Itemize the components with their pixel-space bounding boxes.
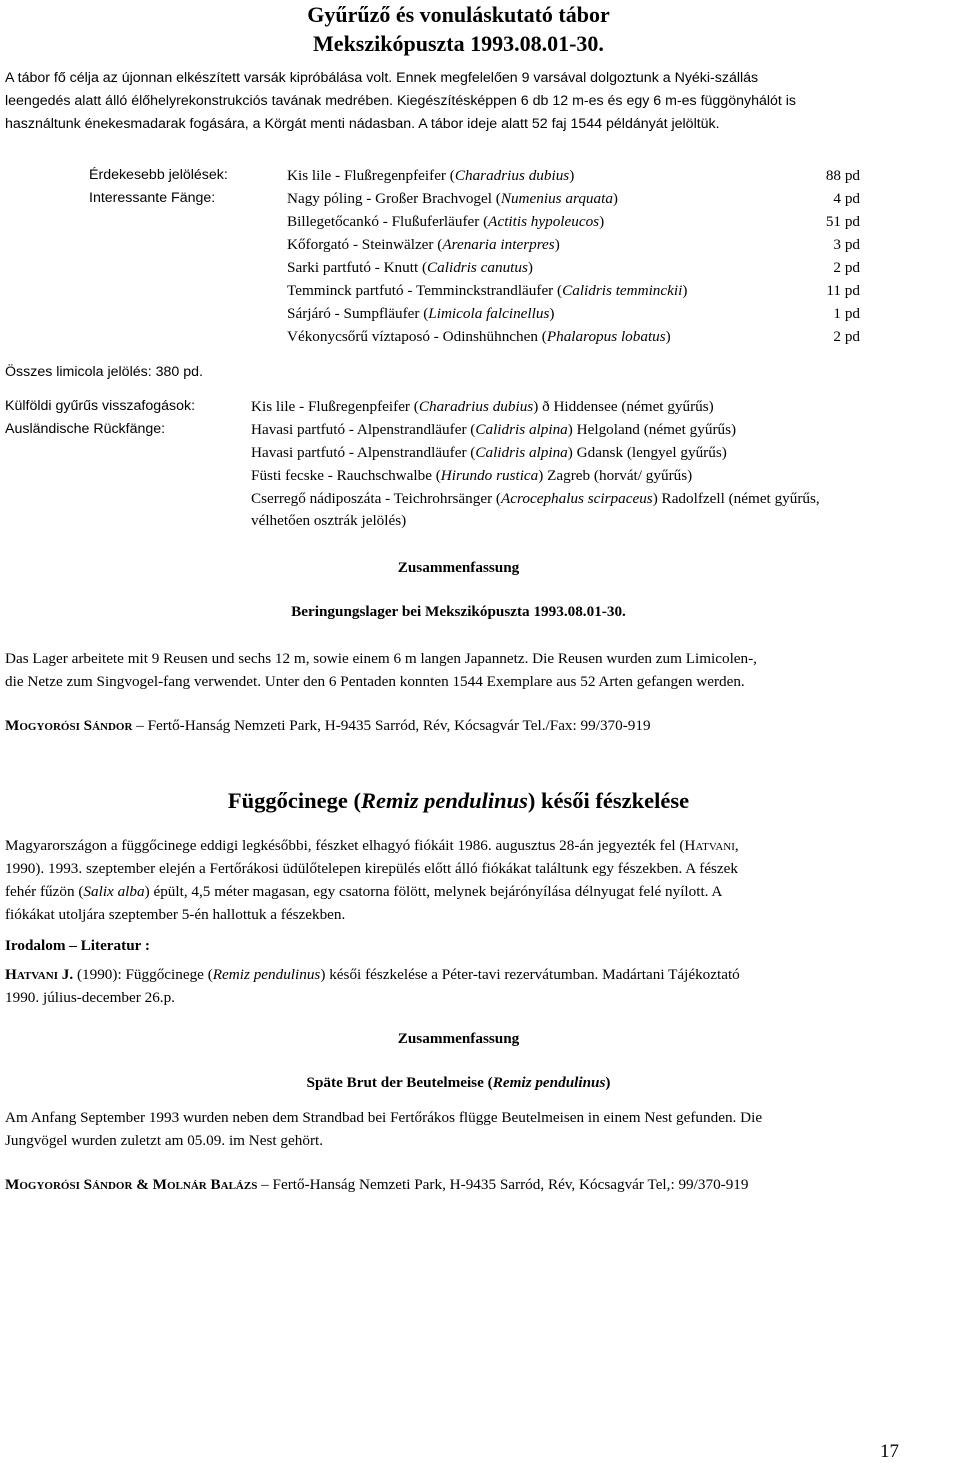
- article2-title-pre: Függőcinege (: [227, 788, 361, 813]
- notable-count: 88 pd: [825, 167, 860, 184]
- summary2-affiliation: – Fertő-Hanság Nemzeti Park, H-9435 Sarród, Rév, Kócsagvár Tel,: 99/370-919: [257, 1176, 749, 1193]
- notable-species: [287, 187, 618, 210]
- species-name: Sárjáró - Sumpfläufer (: [287, 305, 429, 322]
- species-latin: Arenaria interpres: [442, 236, 555, 253]
- recapture-species: Havasi partfutó - Alpenstrandläufer (: [251, 421, 476, 438]
- literature-heading: Irodalom – Literatur :: [5, 937, 150, 954]
- summary1-affiliation: – Fertő-Hanság Nemzeti Park, H-9435 Sarród, Rév, Kócsagvár Tel./Fax: 99/370-919: [132, 717, 651, 734]
- article2-line-3: [5, 880, 722, 903]
- foreign-label-de: Ausländische Rückfänge:: [5, 421, 166, 437]
- notable-label-de: Interessante Fänge:: [89, 190, 216, 206]
- article2-line-1b: ,: [734, 837, 739, 854]
- summary2-subheading: [0, 1071, 917, 1094]
- recapture-origin: ) Radolfzell (német gyűrűs,: [652, 490, 820, 507]
- notable-label-hu: Érdekesebb jelölések:: [89, 167, 228, 183]
- article2-title-post: ) késői fészkelése: [527, 788, 690, 813]
- species-latin: Calidris temminckii: [562, 282, 683, 299]
- foreign-recapture: [251, 464, 692, 487]
- page-number: 17: [880, 1441, 899, 1462]
- article2-line-1a: Magyarországon a függőcinege eddigi legkésőbbi, fészket elhagyó fiókáit 1986. augusztus 28-án jegyezték fel (: [5, 837, 685, 854]
- summary1-heading: Zusammenfassung: [397, 559, 520, 576]
- summary2-subheading-post: ): [605, 1074, 611, 1091]
- recapture-latin: Calidris alpina: [475, 421, 568, 438]
- notable-count: 3 pd: [833, 236, 860, 253]
- species-name: Billegetőcankó - Flußuferläufer (: [287, 213, 489, 230]
- summary2-authors: Mogyorósi Sándor & Molnár Balázs: [5, 1176, 258, 1193]
- intro-line-1: A tábor fő célja az újonnan elkészített varsák kipróbálása volt. Ennek megfelelően 9 varsával dolgoztunk a Nyéki-szállás: [5, 70, 759, 86]
- reference-b: ) késői fészkelése a Péter-tavi rezervátumban. Madártani Tájékoztató: [320, 966, 740, 983]
- article2-line-1: [5, 834, 739, 857]
- intro-line-2: leengedés alatt álló élőhelyrekonstrukciós tavának medrében. Kiegészítésképpen 6 db 12 m-es és egy 6 m-es függönyhálót is: [5, 93, 797, 109]
- notable-species: [287, 233, 560, 256]
- article2-line-3b: ) épült, 4,5 méter magasan, egy csatorna fölött, melynek bejárónyílása délnyugat felé nyílott. A: [144, 883, 723, 900]
- foreign-continuation: vélhetően osztrák jelölés): [251, 512, 407, 529]
- species-close: ): [569, 167, 575, 184]
- page-title: Gyűrűző és vonuláskutató tábor: [307, 2, 610, 27]
- species-close: ): [599, 213, 605, 230]
- notable-species: [287, 256, 533, 279]
- article2-line-2: 1990). 1993. szeptember elején a Fertőrákosi üdülőtelepen kirepülés előtt álló fiókákat találtunk egy fészekben. A fészek: [5, 860, 738, 877]
- notable-count: 1 pd: [833, 305, 860, 322]
- species-latin: Calidris canutus: [427, 259, 528, 276]
- reference-author: Hatvani J.: [5, 966, 74, 983]
- notable-species: [287, 325, 671, 348]
- recapture-species: Havasi partfutó - Alpenstrandläufer (: [251, 444, 476, 461]
- summary1-author: Mogyorósi Sándor: [5, 717, 133, 734]
- summary1-line-2: die Netze zum Singvogel-fang verwendet. Unter den 6 Pentaden konnten 1544 Exemplare aus 52 Arten gefangen werden.: [5, 673, 745, 690]
- recapture-species: Füsti fecske - Rauchschwalbe (: [251, 467, 441, 484]
- species-name: Nagy póling - Großer Brachvogel (: [287, 190, 501, 207]
- recapture-species: Cserregő nádiposzáta - Teichrohrsänger (: [251, 490, 501, 507]
- summary2-line-1: Am Anfang September 1993 wurden neben dem Strandbad bei Fertőrákos flügge Beutelmeisen in einem Nest gefunden. Die: [5, 1109, 763, 1126]
- species-close: ): [665, 328, 671, 345]
- foreign-recapture: [251, 487, 820, 510]
- article2-line-3a: fehér fűzön (: [5, 883, 84, 900]
- reference-latin: Remiz pendulinus: [212, 966, 321, 983]
- species-name: Kis lile - Flußregenpfeifer (: [287, 167, 455, 184]
- species-name: Vékonycsőrű víztaposó - Odinshühnchen (: [287, 328, 547, 345]
- foreign-recapture: [251, 441, 727, 464]
- recapture-latin: Calidris alpina: [475, 444, 568, 461]
- species-latin: Charadrius dubius: [454, 167, 570, 184]
- species-name: Kőforgató - Steinwälzer (: [287, 236, 443, 253]
- species-latin: Actitis hypoleucos: [488, 213, 600, 230]
- notable-count: 2 pd: [833, 259, 860, 276]
- article2-title: [0, 786, 917, 816]
- notable-count: 11 pd: [826, 282, 860, 299]
- recapture-origin: ) Gdansk (lengyel gyűrűs): [567, 444, 727, 461]
- recapture-origin: ) Zagreb (horvát/ gyűrűs): [538, 467, 693, 484]
- summary1-byline: [5, 714, 651, 737]
- reference-a: (1990): Függőcinege (: [73, 966, 213, 983]
- species-close: ): [549, 305, 555, 322]
- summary2-subheading-pre: Späte Brut der Beutelmeise (: [306, 1074, 493, 1091]
- intro-line-3: használtunk énekesmadarak fogására, a Körgát menti nádasban. A tábor ideje alatt 52 faj 1544 példányát jelöltük.: [5, 116, 720, 132]
- recapture-origin: ) Helgoland (német gyűrűs): [567, 421, 737, 438]
- recapture-latin: Charadrius dubius: [418, 398, 534, 415]
- notable-species: [287, 279, 687, 302]
- reference-line-2: 1990. július-december 26.p.: [5, 989, 175, 1006]
- summary2-subheading-latin: Remiz pendulinus: [492, 1074, 606, 1091]
- notable-count: 4 pd: [833, 190, 860, 207]
- foreign-recapture: [251, 395, 714, 418]
- article2-line-3-latin: Salix alba: [83, 883, 145, 900]
- recapture-latin: Hirundo rustica: [440, 467, 539, 484]
- species-close: ): [527, 259, 533, 276]
- species-latin: Phalaropus lobatus: [546, 328, 666, 345]
- foreign-recapture: [251, 418, 736, 441]
- species-close: ): [682, 282, 688, 299]
- species-close: ): [612, 190, 618, 207]
- species-latin: Numenius arquata: [500, 190, 613, 207]
- article2-line-4: fiókákat utoljára szeptember 5-én hallottuk a fészekben.: [5, 906, 346, 923]
- summary1-line-1: Das Lager arbeitete mit 9 Reusen und sechs 12 m, sowie einem 6 m langen Japannetz. Die Reusen wurden zum Limicolen-,: [5, 650, 757, 667]
- summary2-byline: [5, 1173, 749, 1196]
- article2-title-latin: Remiz pendulinus: [360, 788, 528, 813]
- notable-species: [287, 164, 574, 187]
- notable-count: 51 pd: [825, 213, 860, 230]
- total-limicola: Összes limicola jelölés: 380 pd.: [5, 364, 203, 380]
- article2-citation: Hatvani: [684, 837, 735, 854]
- recapture-species: Kis lile - Flußregenpfeifer (: [251, 398, 419, 415]
- notable-count: 2 pd: [833, 328, 860, 345]
- recapture-latin: Acrocephalus scirpaceus: [501, 490, 653, 507]
- foreign-label-hu: Külföldi gyűrűs visszafogások:: [5, 398, 196, 414]
- summary1-subheading: Beringungslager bei Mekszikópuszta 1993.08.01-30.: [291, 603, 626, 620]
- species-name: Sarki partfutó - Knutt (: [287, 259, 428, 276]
- notable-species: [287, 302, 554, 325]
- summary2-line-2: Jungvögel wurden zuletzt am 05.09. im Nest gehört.: [5, 1132, 324, 1149]
- page-subtitle: Mekszikópuszta 1993.08.01-30.: [313, 31, 604, 56]
- reference-line-1: [5, 963, 740, 986]
- notable-species: [287, 210, 604, 233]
- recapture-origin: ) ð Hiddensee (német gyűrűs): [533, 398, 714, 415]
- summary2-heading: Zusammenfassung: [397, 1030, 520, 1047]
- species-name: Temminck partfutó - Temminckstrandläufer (: [287, 282, 563, 299]
- species-close: ): [554, 236, 560, 253]
- species-latin: Limicola falcinellus: [428, 305, 550, 322]
